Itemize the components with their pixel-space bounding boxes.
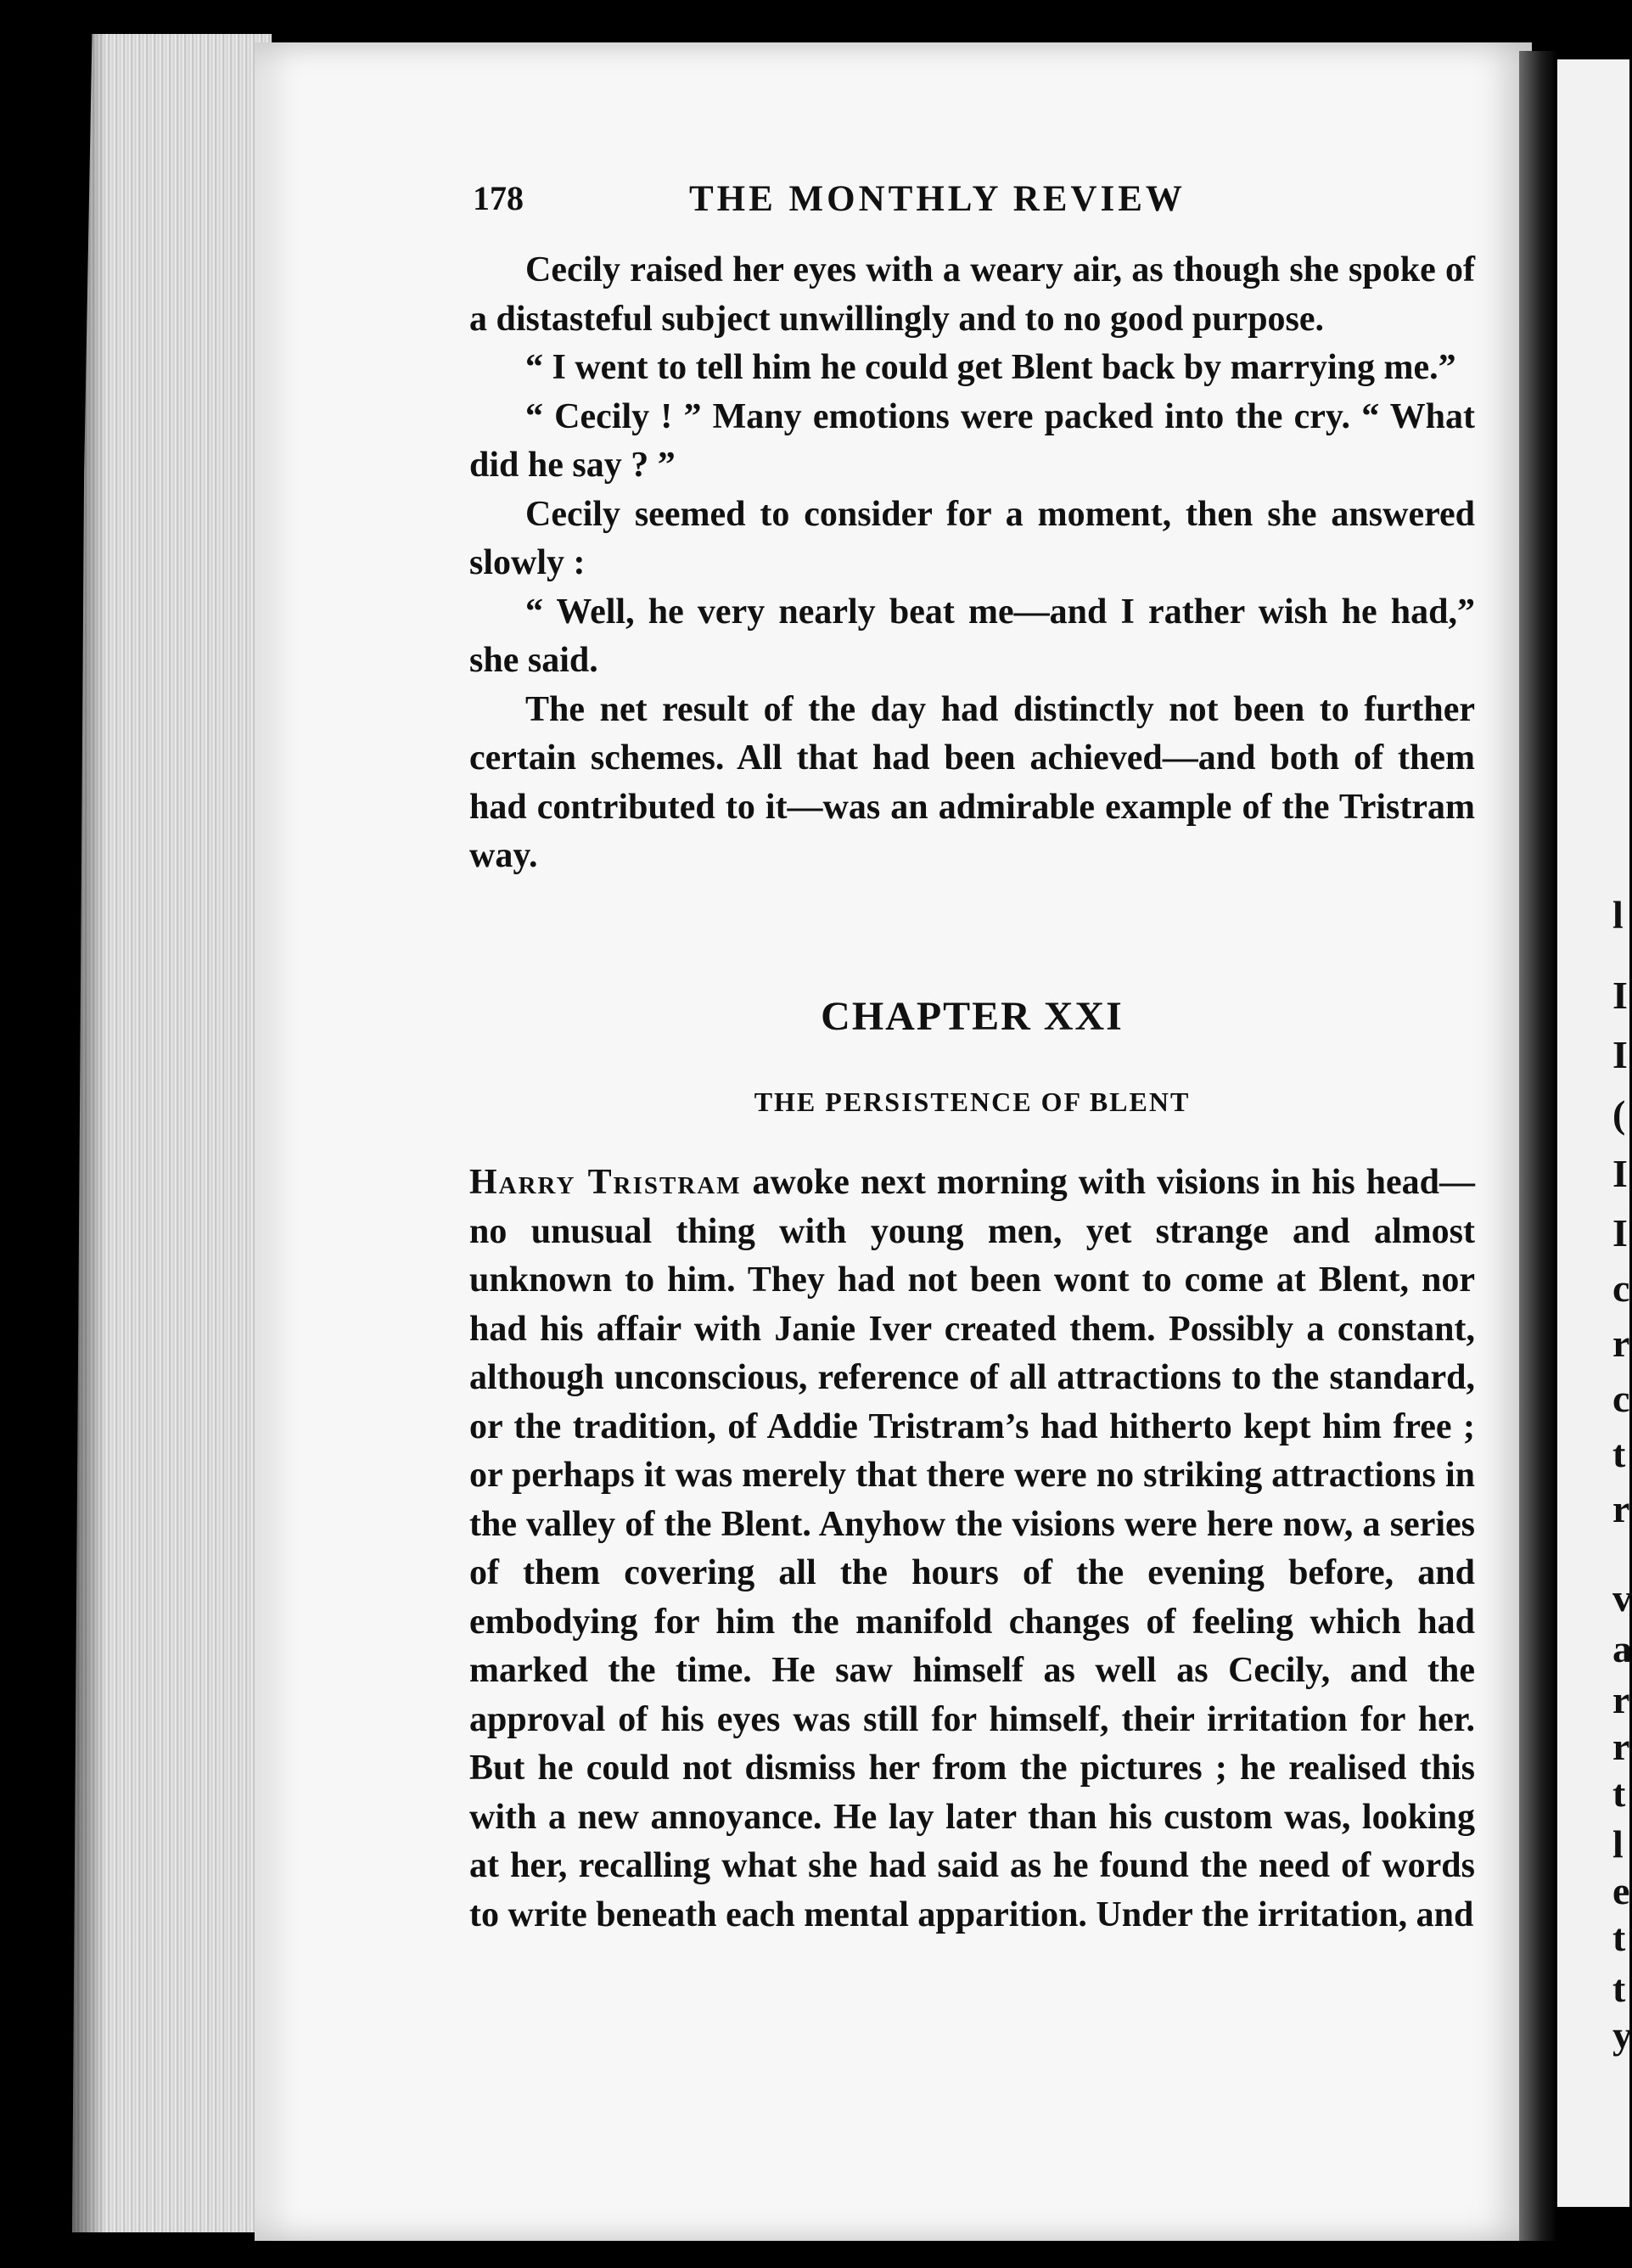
next-page-letter: r [1612,1725,1630,1768]
next-page-letter: t [1612,1967,1626,2010]
next-page-letter: r [1612,1678,1630,1721]
next-page-letter: t [1612,1771,1626,1815]
next-page-letter: c [1612,1266,1630,1310]
next-page-letter: t [1612,1432,1626,1475]
paragraph: “ Cecily ! ” Many emotions were packed into the cry. “ What did he say ? ” [469,396,1475,485]
next-page-letter: r [1612,1322,1630,1365]
paragraph-text: awoke next morning with visions in his head—no unusual thing with young men, yet strange and almost unknown to him. They had not been wont to come at Blent, nor had his affair with Janie Iver created them. Possibly a constant, although unconscious, reference of all attractions to the standard, or the tradition, of Addie Tristram’s had hitherto kept him free ; or perhaps it was merely that there were no striking attractions in the valley of the Blent. Anyhow the visions were here now, a series of them covering all the hours of the evening before, and embodying for him the manifold changes of feeling which had marked the time. He saw himself as well as Cecily, and the approval of his eyes was still for himself, their irritation for her. But he could not dismiss her from the pictures ; he realised this with a new annoyance. He lay later than his custom was, looking at her, recalling what she had said as he found the need of words to write beneath each mental apparition. Under the irritation, and [469,1163,1475,1934]
next-page-letter: c [1612,1377,1630,1420]
page-header [473,178,1321,229]
chapter-body [469,1159,1475,1940]
paragraph: Cecily seemed to consider for a moment, then she answered slowly : [469,494,1475,582]
next-page-letter: I [1612,1211,1628,1255]
next-page-letter: I [1612,1152,1628,1195]
next-page-letter: t [1612,1916,1626,1959]
paragraph: Cecily raised her eyes with a weary air, as though she spoke of a distasteful subject unwillingly and to no good purpose. [469,250,1475,339]
paragraph: The net result of the day had distinctly not been to further certain schemes. All that had been achieved—and both of them had contributed to it—was an admirable example of the Tristram way. [469,689,1475,875]
running-head: THE MONTHLY REVIEW [689,179,1186,219]
lead-in-small-caps: Harry Tristram [469,1163,742,1202]
next-page-letter: I [1612,1033,1628,1076]
paragraph: “ I went to tell him he could get Blent back by marrying me.” [525,348,1456,387]
next-page-letter: r [1612,1487,1630,1530]
paragraph: “ Well, he very nearly beat me—and I rather wish he had,” she said. [469,592,1475,680]
next-page-letter: y [1612,2013,1632,2057]
next-page-letter: l [1612,893,1624,936]
text-block-before-chapter [469,246,1475,881]
edge-shadow [72,34,106,2232]
next-page-letter: l [1612,1822,1624,1866]
next-page-letter: a [1612,1627,1632,1670]
chapter-subtitle: THE PERSISTENCE OF BLENT [754,1086,1191,1117]
page-number: 178 [473,179,524,217]
next-page-letter: ( [1612,1092,1626,1136]
next-page-edge [1557,59,1632,2207]
next-page-letter: I [1612,974,1628,1017]
next-page-letter: e [1612,1869,1630,1912]
chapter-opening-paragraph [469,1159,1475,1940]
next-page-letter: v [1612,1576,1632,1620]
book-gutter [1519,51,1557,2241]
chapter-title: CHAPTER XXI [821,994,1124,1039]
